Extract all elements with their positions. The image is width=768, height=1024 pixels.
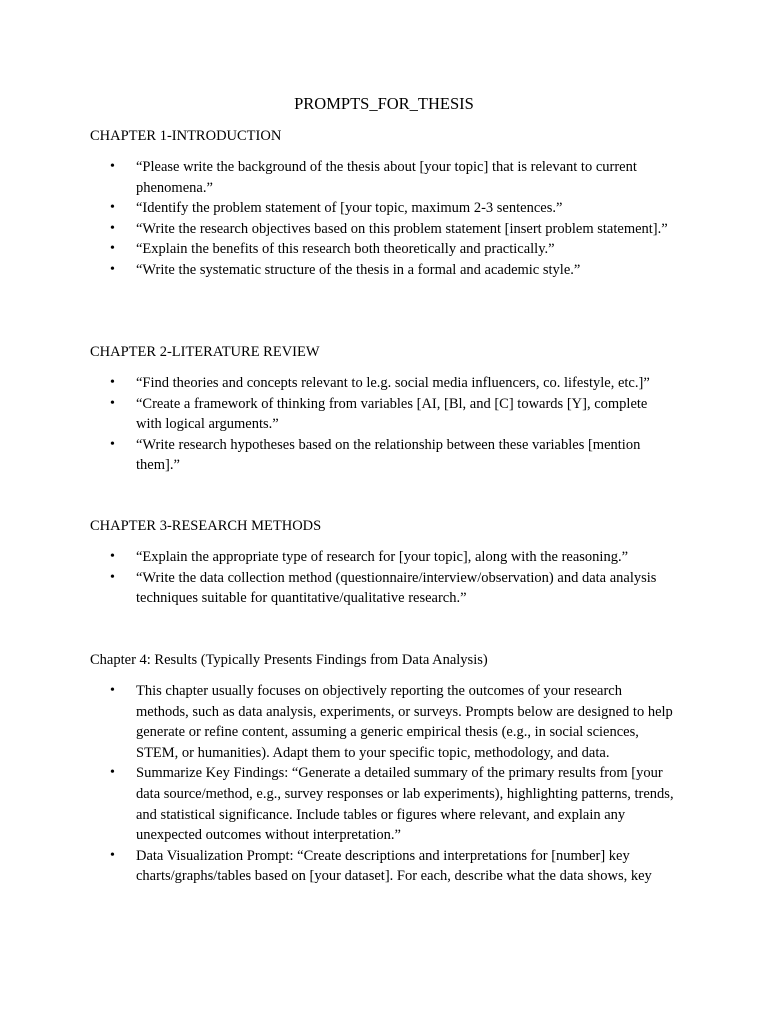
list-item-text: “Explain the benefits of this research both theoretically and practically.” xyxy=(136,241,555,258)
bullet-icon: • xyxy=(110,569,115,585)
list-item xyxy=(0,568,676,609)
list-item-text: “Explain the appropriate type of research for [your topic], along with the reasoning.” xyxy=(136,549,629,565)
list-item-text: “Write the research objectives based on this problem statement [insert problem statement].” xyxy=(136,220,668,237)
bullet-list-chapter-1 xyxy=(0,157,768,281)
list-item-text: This chapter usually focuses on objectively reporting the outcomes of your research methods, such as data analysis, experiments, or surveys. Prompts below are designed to help generate or refine content, assuming a generic empirical thesis (e.g., in social sciences, STEM, or humanities). Adapt them to your specific topic, methodology, and data. xyxy=(136,683,673,761)
document-title: PROMPTS_FOR_THESIS xyxy=(294,94,474,113)
list-item xyxy=(0,239,676,260)
section-heading-chapter-1: CHAPTER 1-INTRODUCTION xyxy=(90,128,282,144)
bullet-icon: • xyxy=(110,220,115,236)
section-heading-chapter-3: CHAPTER 3-RESEARCH METHODS xyxy=(90,518,322,534)
list-item-text: Data Visualization Prompt: “Create descriptions and interpretations for [number] key charts/graphs/tables based on [your dataset]. For each, describe what the data shows, key xyxy=(136,847,652,885)
bullet-icon: • xyxy=(110,765,115,781)
bullet-list-chapter-2 xyxy=(0,373,768,476)
bullet-list-chapter-3 xyxy=(0,547,768,609)
list-item-text: “Write the data collection method (questionnaire/interview/observation) and data analysis techniques suitable for quantitative/qualitative research.” xyxy=(136,569,657,607)
list-item xyxy=(0,435,676,476)
list-item xyxy=(0,763,676,845)
bullet-icon: • xyxy=(110,436,115,452)
list-item-text: “Find theories and concepts relevant to le.g. social media influencers, co. lifestyle, etc.]” xyxy=(136,375,650,391)
list-item xyxy=(0,198,676,219)
list-item xyxy=(0,373,676,394)
list-item xyxy=(0,157,676,198)
list-item-text: “Create a framework of thinking from variables [AI, [Bl, and [C] towards [Y], complete with logical arguments.” xyxy=(136,395,648,433)
list-item-text: “Please write the background of the thesis about [your topic] that is relevant to current phenomena.” xyxy=(136,159,637,196)
bullet-icon: • xyxy=(110,241,115,257)
bullet-list-chapter-4 xyxy=(0,681,768,887)
list-item-text: “Write the systematic structure of the thesis in a formal and academic style.” xyxy=(136,261,581,278)
list-item xyxy=(0,846,676,887)
bullet-icon: • xyxy=(110,847,115,863)
bullet-icon: • xyxy=(110,375,115,390)
list-item xyxy=(0,681,676,763)
bullet-icon: • xyxy=(110,683,115,698)
list-item xyxy=(0,547,676,568)
list-item xyxy=(0,260,676,281)
list-item-text: “Identify the problem statement of [your topic, maximum 2-3 sentences.” xyxy=(136,200,563,217)
list-item xyxy=(0,394,676,435)
section-heading-chapter-4: Chapter 4: Results (Typically Presents Findings from Data Analysis) xyxy=(90,652,488,668)
bullet-icon: • xyxy=(110,200,115,216)
bullet-icon: • xyxy=(110,159,115,174)
list-item-text: Summarize Key Findings: “Generate a detailed summary of the primary results from [your data source/method, e.g., survey responses or lab experiments), highlighting patterns, trends, and statistical significance. Include tables or figures where relevant, and explain any unexpected outcomes without interpretation.” xyxy=(136,765,674,844)
bullet-icon: • xyxy=(110,549,115,564)
list-item-text: “Write research hypotheses based on the relationship between these variables [mention them].” xyxy=(136,436,641,474)
bullet-icon: • xyxy=(110,261,115,277)
list-item xyxy=(0,219,676,240)
bullet-icon: • xyxy=(110,395,115,411)
section-heading-chapter-2: CHAPTER 2-LITERATURE REVIEW xyxy=(90,344,320,360)
